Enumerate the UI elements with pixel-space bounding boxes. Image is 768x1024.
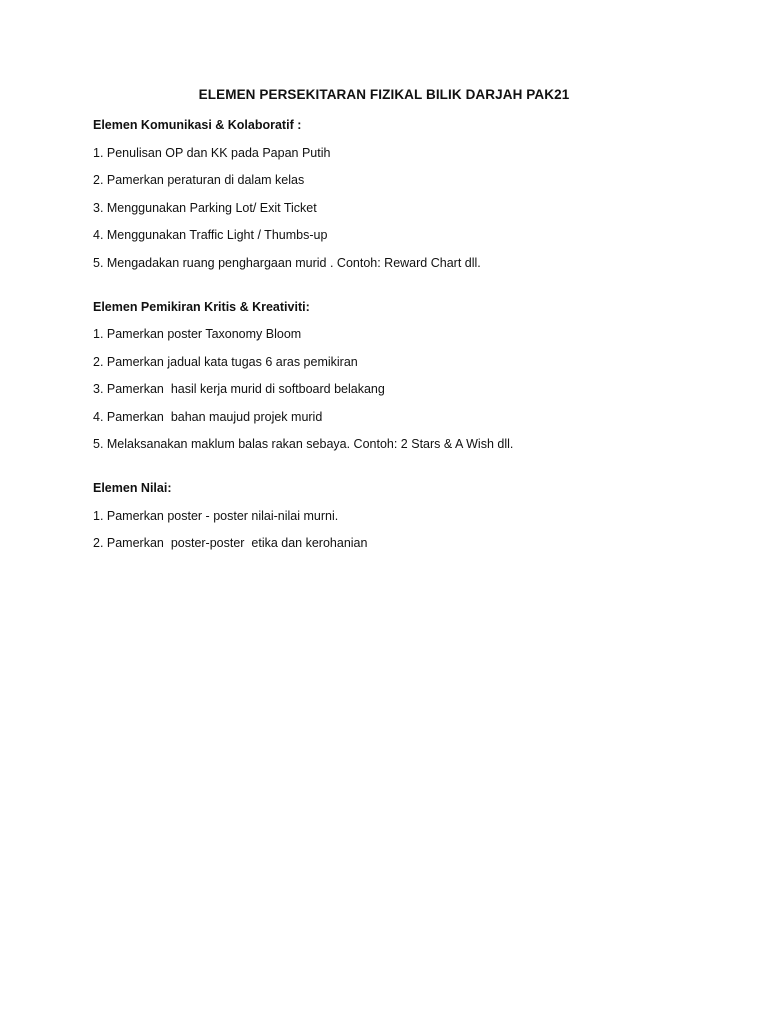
list-item: 2. Pamerkan peraturan di dalam kelas xyxy=(93,173,305,187)
section-heading: Elemen Pemikiran Kritis & Kreativiti: xyxy=(93,299,310,314)
section-komunikasi-kolaboratif xyxy=(93,117,693,271)
list-item: 2. Pamerkan poster-poster etika dan kerohanian xyxy=(93,536,368,550)
list-item: 4. Menggunakan Traffic Light / Thumbs-up xyxy=(93,228,328,242)
section-heading: Elemen Nilai: xyxy=(93,481,172,495)
section-nilai xyxy=(93,480,693,551)
list-item: 2. Pamerkan jadual kata tugas 6 aras pemikiran xyxy=(93,354,358,369)
document-body xyxy=(93,117,693,579)
list-item: 1. Pamerkan poster Taxonomy Bloom xyxy=(93,327,302,341)
section-heading: Elemen Komunikasi & Kolaboratif : xyxy=(93,118,302,132)
list-item: 3. Pamerkan hasil kerja murid di softboard belakang xyxy=(93,382,385,396)
list-item: 4. Pamerkan bahan maujud projek murid xyxy=(93,409,323,424)
list-item: 5. Melaksanakan maklum balas rakan sebaya. Contoh: 2 Stars & A Wish dll. xyxy=(93,437,514,451)
list-item: 1. Penulisan OP dan KK pada Papan Putih xyxy=(93,145,331,160)
document-title: ELEMEN PERSEKITARAN FIZIKAL BILIK DARJAH PAK21 xyxy=(198,87,570,102)
section-pemikiran-kritis-kreativiti xyxy=(93,299,693,453)
list-item: 5. Mengadakan ruang penghargaan murid . Contoh: Reward Chart dll. xyxy=(93,255,481,270)
list-item: 1. Pamerkan poster - poster nilai-nilai murni. xyxy=(93,508,339,523)
list-item: 3. Menggunakan Parking Lot/ Exit Ticket xyxy=(93,200,317,215)
